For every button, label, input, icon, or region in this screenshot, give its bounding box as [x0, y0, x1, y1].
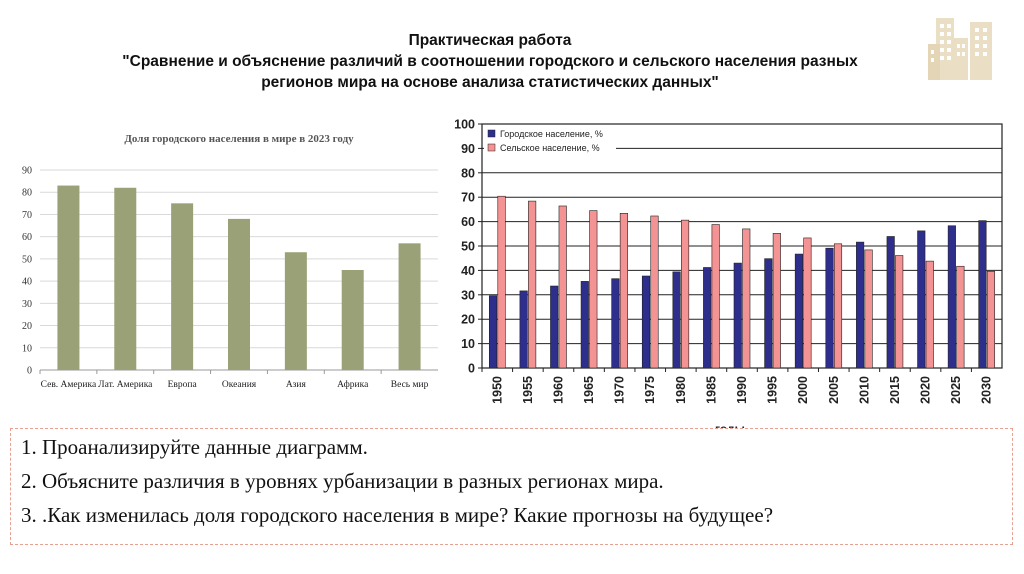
chart2-y-tick-label: 30 — [461, 288, 475, 303]
chart2-bar-rural — [620, 213, 628, 368]
chart1-x-tick-label: Сев. Америка — [40, 380, 97, 390]
chart1-bar — [171, 203, 193, 370]
chart2-bar-rural — [804, 238, 812, 368]
chart2-x-tick-label: 1980 — [673, 376, 688, 404]
chart2-x-tick-label: 2015 — [887, 376, 902, 404]
chart2-x-tick-label: 1995 — [765, 376, 780, 404]
chart2-bar-urban — [673, 272, 681, 368]
chart2-bar-urban — [918, 231, 926, 368]
chart2-x-tick-label: 1965 — [582, 376, 597, 404]
chart2-bar-rural — [957, 266, 965, 368]
chart2-legend-label: Городское население, % — [500, 129, 603, 139]
chart2-x-tick-label: 1950 — [490, 376, 505, 404]
chart2-bar-rural — [926, 261, 934, 368]
chart2-y-tick-label: 50 — [461, 239, 475, 254]
chart2-bar-urban — [612, 279, 620, 368]
chart1-x-tick-label: Азия — [285, 380, 306, 390]
chart2-y-tick-label: 90 — [461, 141, 475, 156]
chart2-bar-rural — [590, 211, 598, 368]
chart2-x-tick-label: 2030 — [979, 376, 994, 404]
chart2-x-tick-label: 2020 — [918, 376, 933, 404]
chart2-x-tick-label: 1970 — [612, 376, 627, 404]
chart1-bar — [399, 243, 421, 370]
chart2-bar-urban — [826, 248, 834, 368]
chart2-bar-urban — [765, 259, 773, 368]
chart2-bar-rural — [834, 244, 842, 368]
chart1-y-tick-label: 70 — [22, 209, 32, 221]
chart2-y-tick-label: 80 — [461, 166, 475, 181]
chart2-x-tick-label: 1975 — [643, 376, 658, 404]
chart1-x-tick-label: Весь мир — [390, 380, 429, 390]
chart2-bar-urban — [948, 226, 956, 368]
chart2-legend-label: Сельское население, % — [500, 143, 600, 153]
chart2-x-tick-label: 2005 — [826, 376, 841, 404]
chart1-y-tick-label: 20 — [22, 321, 32, 333]
chart1-y-tick-label: 40 — [22, 276, 32, 288]
chart2-x-tick-label: 2025 — [949, 376, 964, 404]
chart1-y-tick-label: 0 — [27, 365, 32, 377]
chart2-x-tick-label: 1960 — [551, 376, 566, 404]
urban-rural-population-chart — [440, 112, 1020, 442]
chart2-y-tick-label: 60 — [461, 215, 475, 230]
page-title — [60, 30, 920, 93]
chart2-x-tick-label: 1985 — [704, 376, 719, 404]
chart2-legend — [484, 126, 616, 160]
chart2-y-tick-label: 0 — [468, 361, 475, 376]
title-line-3: регионов мира на основе анализа статистических данных" — [261, 74, 719, 91]
chart2-y-tick-label: 100 — [454, 117, 475, 132]
chart2-bar-rural — [528, 201, 536, 368]
chart2-bar-urban — [795, 254, 803, 368]
chart2-x-tick-label: 2000 — [796, 376, 811, 404]
chart1-y-tick-label: 50 — [22, 254, 32, 266]
chart1-bar — [57, 186, 79, 370]
chart2-bar-rural — [987, 271, 995, 368]
chart1-x-tick-label: Африка — [337, 380, 369, 390]
chart1-bar — [228, 219, 250, 370]
chart2-bar-rural — [559, 206, 567, 368]
chart1-y-tick-label: 30 — [22, 298, 32, 310]
chart2-bar-urban — [979, 221, 987, 368]
chart2-bar-urban — [550, 286, 558, 368]
question-3: 3. .Как изменилась доля городского населения в мире? Какие прогнозы на будущее? — [21, 503, 774, 527]
title-line-2: "Сравнение и объяснение различий в соотношении городского и сельского населения разных — [122, 53, 858, 70]
chart2-bar-urban — [581, 281, 589, 368]
buildings-icon — [926, 16, 998, 88]
chart2-y-tick-label: 10 — [461, 337, 475, 352]
questions-box — [10, 428, 1013, 545]
chart2-bar-rural — [712, 225, 720, 368]
title-line-1: Практическая работа — [408, 32, 572, 49]
chart2-bar-rural — [681, 220, 689, 368]
chart2-bar-rural — [865, 250, 873, 368]
chart2-x-tick-label: 2010 — [857, 376, 872, 404]
chart2-bar-rural — [651, 216, 659, 368]
chart1-y-tick-label: 80 — [22, 187, 32, 199]
question-2: 2. Объясните различия в уровнях урбанизации в разных регионах мира. — [21, 469, 664, 493]
chart1-x-tick-label: Европа — [167, 380, 197, 390]
chart2-y-tick-label: 20 — [461, 312, 475, 327]
regional-urban-share-chart — [0, 120, 440, 400]
chart2-bar-urban — [887, 236, 895, 368]
chart2-x-tick-label: 1955 — [520, 376, 535, 404]
chart1-bar — [342, 270, 364, 370]
chart2-x-tick-label: 1990 — [735, 376, 749, 404]
chart1-x-tick-label: Лат. Америка — [98, 380, 153, 390]
chart2-bar-rural — [743, 229, 751, 368]
chart2-bar-urban — [734, 263, 742, 368]
chart2-bar-rural — [498, 196, 506, 368]
chart2-legend-swatch — [488, 144, 495, 151]
chart2-bar-urban — [856, 242, 864, 368]
chart1-title: Доля городского населения в мире в 2023 году — [124, 133, 354, 145]
chart2-bar-urban — [703, 267, 711, 368]
chart1-x-tick-label: Океания — [221, 380, 257, 390]
chart2-y-tick-label: 70 — [461, 190, 475, 205]
chart2-bar-rural — [895, 256, 903, 368]
chart2-bar-rural — [773, 233, 781, 368]
chart1-bar — [114, 188, 136, 370]
chart2-legend-swatch — [488, 130, 495, 137]
chart1-y-tick-label: 90 — [22, 165, 32, 177]
chart2-bar-urban — [489, 296, 497, 368]
chart1-y-tick-label: 60 — [22, 232, 32, 244]
chart1-y-tick-label: 10 — [22, 343, 32, 355]
chart2-bar-urban — [520, 291, 528, 368]
chart1-bar — [285, 252, 307, 370]
question-1: 1. Проанализируйте данные диаграмм. — [21, 435, 368, 459]
chart2-y-tick-label: 40 — [461, 263, 475, 278]
chart2-bar-urban — [642, 276, 650, 368]
